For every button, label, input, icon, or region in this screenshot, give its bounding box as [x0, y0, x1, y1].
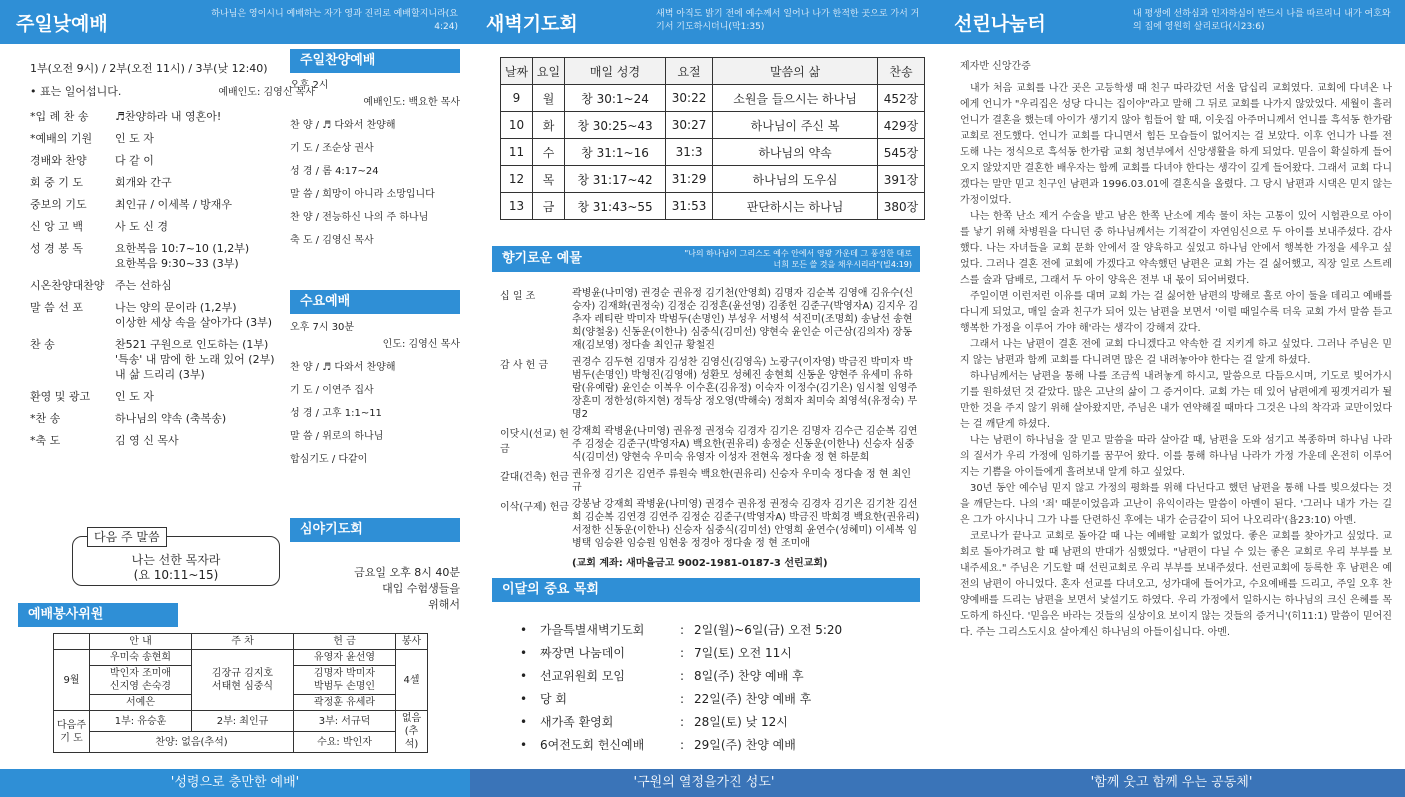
schedule-cell: 391장: [877, 166, 924, 193]
essay-paragraph: 30년 동안 예수님 믿지 않고 가정의 평화를 위해 다닌다고 했던 남편을 통해 나를 빚으셨다는 것을 깨닫는다. 나의 '죄' 때문이었음과 고난이 유익이라는 말씀이 아멘이 된다. '그러나 내가 가는 길은 그가 아시나니 그가 나를 단련하신 후에는 내가 순금같이 되어 나오리라'(욥23:10) 아멘.: [960, 483, 1392, 526]
vol-header: 봉사: [396, 634, 428, 650]
event-name: 가을특별새벽기도회: [540, 623, 645, 637]
schedule-header: 요절: [666, 58, 713, 85]
offering-row: [500, 287, 920, 352]
event-date: 29일(주) 찬양 예배: [694, 738, 796, 752]
order-label: *예배의 기원: [30, 132, 93, 145]
offering-row: [500, 498, 920, 550]
schedule-cell: 31:53: [666, 193, 713, 220]
sharing-column: [938, 0, 1405, 797]
offering-row: [500, 425, 920, 464]
order-label: 말 씀 선 포: [30, 301, 83, 314]
vol-month: 9월: [54, 650, 90, 711]
schedule-cell: 금: [533, 193, 565, 220]
offering-names: 곽병윤(나미영) 권경순 권유정 김기천(안영희) 김명자 김순복 김영애 김유수(신승자) 김재화(권정숙) 김정순 김정흔(윤선영) 김종헌 김준구(박영자A) 김지우 김추자 레티란 박미자 박범두(손명인) 부성우 서병석 석진미(조명희) 송남선 송현희(양철웅) 신동운(이한나) 심중식(김미선) 양현숙 윤인순 이근삼(김의자) 장동재(김보영) 정다솔 최인규 황철진: [572, 288, 919, 351]
offering-label: 십 일 조: [500, 291, 536, 302]
offering-names: 권경수 김두현 김명자 김성찬 김영신(김영옥) 노광구(이자영) 박금진 박미자 박범두(손명인) 박형진(김영애) 성환모 성혜진 송현희 신동운 양현주 유세미 유하람(유예람) 윤인순 이복우 이수흔(김유정) 이숙자 이정수(김기은) 임시철 임영주 장흔미 정한성(하지현) 정득상 정오영(박해숙) 정희자 최미숙 최영석(유정숙) 무명2: [572, 357, 918, 420]
order-row: [30, 300, 285, 330]
event-name: 당 회: [540, 692, 567, 706]
order-row: [30, 175, 285, 190]
offering-label: 갈대(건축) 헌금: [500, 472, 569, 483]
volunteers-table: [53, 633, 428, 753]
sunday-worship-header: [0, 0, 470, 44]
vol-header: 안 내: [90, 634, 192, 650]
next-week-sermon: [72, 530, 280, 586]
wednesday-worship-details: [290, 321, 460, 476]
schedule-cell: 창 31:17~42: [565, 166, 666, 193]
order-value: 하나님의 약속 (축복송): [115, 412, 227, 425]
dawn-prayer-column: [470, 0, 938, 797]
schedule-cell: 12: [501, 166, 533, 193]
praise-item: 축 도 / 김영신 목사: [290, 235, 374, 246]
schedule-cell: 창 30:25~43: [565, 112, 666, 139]
vol-next-service: 없음 (추석): [396, 711, 428, 753]
event-date: 22일(주) 찬양 예배 후: [694, 692, 812, 706]
praise-presider: 예배인도: 백요한 목사: [363, 97, 460, 108]
offering-row: [500, 468, 920, 494]
schedule-row: [501, 112, 925, 139]
vol-next-prayer: 1부: 유승훈: [90, 711, 192, 732]
vol-parking: 김장규 김지호 서태현 심중식: [192, 650, 294, 711]
stand-note: • 표는 일어섭니다.: [30, 85, 122, 98]
night-prayer-line: 대입 수험생들을: [382, 582, 460, 595]
offering-names: 권유정 김기은 김연주 류원숙 백요한(권유리) 신승자 우미숙 정다솔 정 현 최인규: [572, 469, 912, 493]
schedule-cell: 13: [501, 193, 533, 220]
order-value: 최인규 / 이세복 / 방재우: [115, 198, 233, 211]
vol-offering: 곽정훈 유세라: [294, 695, 396, 711]
dawn-prayer-schedule: [500, 57, 925, 220]
schedule-cell: 하나님의 약속: [713, 139, 878, 166]
schedule-cell: 30:22: [666, 85, 713, 112]
worship-times: 1부(오전 9시) / 2부(오전 11시) / 3부(낮 12:40): [30, 62, 268, 75]
wednesday-item: 말 씀 / 위로의 하나님: [290, 431, 384, 442]
schedule-cell: 452장: [877, 85, 924, 112]
order-value: 인 도 자: [115, 390, 154, 403]
event-row: [520, 622, 910, 638]
order-row: [30, 197, 285, 212]
schedule-cell: 10: [501, 112, 533, 139]
order-value: 나는 양의 문이라 (1,2부) 이상한 세상 속을 살아가다 (3부): [115, 301, 273, 329]
next-week-text: 나는 선한 목자라 (요 10:11~15): [131, 553, 221, 582]
wednesday-item: 찬 양 / ♬ 다와서 찬양해: [290, 362, 396, 373]
essay-paragraph: 나는 남편이 하나님을 잘 믿고 말씀을 따라 살아갈 때, 남편을 도와 섬기고 복종하며 하나님 나라의 질서가 우리 가정에 임하기를 꿈꾸어 왔다. 이를 통해 하나님 나라가 가정 가운데 온전히 이루어지는 기쁨을 아이들에게 흘려보내 알게 하고 싶었다.: [960, 435, 1392, 478]
vol-header: 헌 금: [294, 634, 396, 650]
order-label: *축 도: [30, 434, 61, 447]
event-colon: :: [680, 646, 685, 660]
event-colon: :: [680, 669, 685, 683]
praise-worship-heading: 주일찬양예배: [290, 49, 460, 73]
schedule-cell: 11: [501, 139, 533, 166]
order-value: 회개와 간구: [115, 176, 172, 189]
sunday-worship-column: [0, 0, 470, 797]
schedule-cell: 월: [533, 85, 565, 112]
schedule-cell: 소원을 들으시는 하나님: [713, 85, 878, 112]
essay-paragraph: 주일이면 이런저런 이유를 대며 교회 가는 걸 싫어한 남편의 방해로 홀로 아이 둘을 데리고 예배를 다니게 되었고, 매일 술과 친구가 되어 있는 남편을 보면서 '이럴 때일수록 더욱 교회 가서 말씀 듣고 행복한 가정을 이루어 가야 해'라는 생각이 강해져 갔다.: [960, 291, 1392, 334]
offerings-heading: [492, 246, 920, 272]
order-row: [30, 433, 285, 448]
order-value: 인 도 자: [115, 132, 154, 145]
worship-presider: 예배인도: 김영신 목사: [218, 87, 315, 98]
vol-next-prayer: 2부: 최인규: [192, 711, 294, 732]
event-colon: :: [680, 692, 685, 706]
order-label: 찬 송: [30, 338, 55, 351]
order-row: [30, 278, 285, 293]
order-label: 성 경 봉 독: [30, 242, 83, 255]
event-row: [520, 691, 910, 707]
schedule-header: 날짜: [501, 58, 533, 85]
vol-service: 4셀: [396, 650, 428, 711]
schedule-cell: 판단하시는 하나님: [713, 193, 878, 220]
schedule-cell: 9: [501, 85, 533, 112]
order-label: 환영 및 광고: [30, 390, 91, 403]
offering-names: 강봉남 강재희 곽병윤(나미영) 권경수 권유정 권정숙 김경자 김기은 김기찬 김선희 김순복 김연경 김연주 김정순 김준구(박영자A) 박금진 박희경 백요한(권유리) 서정한 신동운(이한나) 신승자 심중식(김미선) 안영희 윤연수(성혜미) 이세복 임병택 임승완 임승원 임현웅 정경아 정다솔 정 현 조미애: [572, 499, 920, 549]
event-date: 2일(월)~6일(금) 오전 5:20: [694, 623, 843, 637]
schedule-cell: 31:3: [666, 139, 713, 166]
schedule-cell: 창 31:1~16: [565, 139, 666, 166]
order-label: *입 례 찬 송: [30, 110, 89, 123]
event-name: 6여전도회 헌신예배: [540, 738, 645, 752]
bullet-icon: •: [520, 715, 528, 729]
offerings-verse: "나의 하나님이 그리스도 예수 안에서 영광 가운데 그 풍성한 대로 너희 모든 쓸 것을 채우시리라"(빌4:19): [684, 249, 912, 269]
offerings-list: [500, 287, 920, 569]
event-colon: :: [680, 738, 685, 752]
offering-label: 감 사 헌 금: [500, 360, 549, 371]
order-row: [30, 219, 285, 234]
schedule-cell: 수: [533, 139, 565, 166]
essay-paragraph: 내가 처음 교회를 나간 곳은 고등학생 때 친구 따라갔던 서울 답십리 교회였다. 교회에 다녀온 나에게 언니가 "우리집은 성당 다니는 집이야"라고 말해 그 뒤로 교회를 나가지 않았었다. 세월이 흘러 언니가 결혼을 했는데 아이가 생기지 않아 힘들어 할 때, 이웃집 아주머니께서 언니를 흑석동 한가람 교회로 전도했다. 언니가 교회를 다니면서 힘든 모습들이 없어지는 걸 보았다. 이후 언니가 나를 전도해 나는 정식으로 흑석동 한가람 교회 청년부에서 신앙생활을 하게 되었다. 믿음이 확실하게 들어오지 않았지만 결혼한 배우자는 함께 교회를 다녀야 한다는 생각이 깊게 들어왔다. 그래서 교회 다니겠다는 말만 믿고 친구인 남편과 1996.03.01에 결혼식을 올렸다. 그 당시 남편과 시댁은 믿지 않는 가정이었다.: [960, 83, 1392, 206]
schedule-cell: 화: [533, 112, 565, 139]
event-row: [520, 714, 910, 730]
event-colon: :: [680, 623, 685, 637]
schedule-cell: 380장: [877, 193, 924, 220]
wednesday-presider: 인도: 김영신 목사: [382, 339, 460, 350]
schedule-header: 찬송: [877, 58, 924, 85]
essay-paragraph: 하나님께서는 남편을 통해 나를 조금씩 내려놓게 하시고, 말씀으로 다듬으시며, 기도로 빚어가시기를 원하셨던 것 같았다. 많은 고난의 삶이 그 증거이다. 교회 가는 데 있어 남편에게 핑곗거리가 될 만한 것을 주지 않기 위해 살아왔지만, 주님은 내가 연약해질 때마다 그것은 나의 착각과 교만이었다는 걸 깨닫게 하셨다.: [960, 371, 1392, 430]
essay-paragraph: 나는 한쪽 난소 제거 수술을 받고 남은 한쪽 난소에 계속 물이 차는 고통이 있어 시험관으로 아이를 낳기 위해 차병원을 다니던 중 하나님께서는 기적같이 자연임신으로 두 아이를 보내주셨다. 감사했다. 나는 자녀들을 교회 문화 안에서 잘 양육하고 싶었고 하나님 안에서 행복한 가정을 세우고 싶었다. 그러나 결혼 전에 교회에 가겠다고 약속했던 남편은 교회 가는 걸 싫어했고, 직장 일로 스트레스를 술과 담배로, 그래서 두 아이 양육은 전부 내 몫이 되어버렸다.: [960, 211, 1392, 286]
sunday-worship-verse: 하나님은 영이시니 예배하는 자가 영과 진리로 예배할지니라(요4:24): [211, 9, 458, 32]
essay-paragraph: 코로나가 끝나고 교회로 돌아갈 때 나는 예배할 교회가 없었다. 좋은 교회를 찾아가고 싶었다. 교회로 돌아가려고 할 때 남편의 반대가 심했었다. "남편이 다닐 수 있는 좋은 교회로 우리 부부를 보내주세요." 주님은 기도할 때 선린교회로 우리 부부를 보내주셨다. 선린교회에 등록한 후 남편은 예전의 남편이 아니었다. 혼자 선교를 다녀오고, 성가대에 들어가고, 수요예배를 드리고, 주일 오후 찬양예배를 드리는 남편을 보면서 낯설기도 하였다. 우리 가정에서 일하시는 하나님의 크신 은혜를 목도하게 하신다. '믿음은 바라는 것들의 실상이요 보이지 않는 것들의 증거니'(히11:1) 말씀이 믿어진다. 주는 그리스도시요 살아계신 하나님의 아들이십니다. 아멘.: [960, 531, 1392, 638]
praise-item: 찬 양 / 전능하신 나의 주 하나님: [290, 212, 429, 223]
wednesday-worship-heading: 수요예배: [290, 290, 460, 314]
col3-footer: '함께 웃고 함께 우는 공동체': [938, 769, 1405, 797]
schedule-cell: 30:27: [666, 112, 713, 139]
order-label: 중보의 기도: [30, 198, 87, 211]
order-label: 신 앙 고 백: [30, 220, 83, 233]
event-date: 8일(주) 찬양 예배 후: [694, 669, 804, 683]
offerings-title: 향기로운 예물: [502, 251, 582, 266]
schedule-header: 요일: [533, 58, 565, 85]
praise-item: 기 도 / 조순상 권사: [290, 143, 374, 154]
wednesday-item: 기 도 / 이연주 집사: [290, 385, 374, 396]
schedule-header: 매일 성경: [565, 58, 666, 85]
schedule-cell: 창 31:43~55: [565, 193, 666, 220]
event-colon: :: [680, 715, 685, 729]
order-label: 시온찬양대찬양: [30, 279, 105, 292]
schedule-cell: 하나님의 도우심: [713, 166, 878, 193]
sharing-title: 선린나눔터: [954, 13, 1046, 35]
order-row: [30, 241, 285, 271]
dawn-prayer-header: [470, 0, 938, 44]
offering-row: [500, 356, 920, 421]
event-name: 짜장면 나눔데이: [540, 646, 625, 660]
dawn-prayer-title: 새벽기도회: [486, 13, 578, 35]
bullet-icon: •: [520, 646, 528, 660]
schedule-header: 말씀의 삶: [713, 58, 878, 85]
order-row: [30, 131, 285, 146]
order-row: [30, 411, 285, 426]
praise-item: 성 경 / 롬 4:17~24: [290, 166, 379, 177]
praise-item: 찬 양 / ♬ 다와서 찬양해: [290, 120, 396, 131]
vol-next-prayer: 3부: 서규덕: [294, 711, 396, 732]
vol-next-wed: 수요: 박인자: [294, 732, 396, 753]
event-name: 선교위원회 모임: [540, 669, 625, 683]
order-label: 경배와 찬양: [30, 154, 87, 167]
order-row: [30, 109, 285, 124]
night-prayer-line: 금요일 오후 8시 40분: [354, 566, 460, 579]
night-prayer-line: 위해서: [428, 598, 460, 611]
order-value: ♬찬양하라 내 영혼아!: [115, 110, 222, 123]
vol-offering: 유영자 윤선영: [294, 650, 396, 666]
order-value: 사 도 신 경: [115, 220, 168, 233]
vol-next-praise: 찬양: 없음(추석): [90, 732, 294, 753]
col2-footer: '구원의 열정을가진 성도': [470, 769, 938, 797]
bullet-icon: •: [520, 669, 528, 683]
schedule-cell: 목: [533, 166, 565, 193]
schedule-cell: 31:29: [666, 166, 713, 193]
schedule-row: [501, 166, 925, 193]
praise-time: 오후 2시: [290, 80, 329, 91]
dawn-prayer-verse: 새벽 아직도 밝기 전에 예수께서 일어나 나가 한적한 곳으로 가서 거기서 기도하시더니(막1:35): [656, 9, 920, 32]
order-label: 회 중 기 도: [30, 176, 83, 189]
night-prayer-details: [290, 565, 460, 613]
praise-worship-details: [290, 79, 460, 257]
offering-names: 강재희 곽병윤(나미영) 권유정 권정숙 김경자 김기은 김명자 김수근 김순복 김연주 김정순 김준구(박영자A) 백요한(권유리) 송정순 신동운(이한나) 신승자 심중식(김미선) 양현숙 우미숙 유영자 이성자 전현옥 정다솔 정 현 하문희: [572, 426, 918, 463]
order-label: *찬 송: [30, 412, 61, 425]
vol-next-label: 다음주 기 도: [54, 711, 90, 753]
offering-label: 이삭(구제) 헌금: [500, 502, 569, 513]
sunday-worship-title: 주일낮예배: [16, 13, 108, 35]
volunteers-heading: 예배봉사위원: [18, 603, 178, 627]
schedule-cell: 429장: [877, 112, 924, 139]
essay-paragraph: 그래서 나는 남편이 결혼 전에 교회 다니겠다고 약속한 걸 지키게 하고 싶었다. 그러나 주님은 믿지 않는 남편과 함께 교회를 다니려면 많은 걸 내려놓아야 한다는 걸 알게 하셨다.: [960, 339, 1392, 366]
schedule-row: [501, 193, 925, 220]
offering-label: 이닷시(선교) 헌금: [500, 429, 569, 455]
schedule-row: [501, 85, 925, 112]
order-value: 찬521 구원으로 인도하는 (1부) '특송' 내 맘에 한 노래 있어 (2부) 내 삶 드리리 (3부): [115, 338, 275, 381]
order-value: 김 영 신 목사: [115, 434, 179, 447]
bullet-icon: •: [520, 692, 528, 706]
vol-offering: 김명자 박미자 박범두 손명인: [294, 666, 396, 695]
event-row: [520, 668, 910, 684]
bullet-icon: •: [520, 738, 528, 752]
next-week-title: 다음 주 말씀: [87, 527, 167, 547]
vol-header: 주 차: [192, 634, 294, 650]
vol-guide: 우미숙 송현희: [90, 650, 192, 666]
event-date: 28일(토) 낮 12시: [694, 715, 788, 729]
order-value: 주는 선하심: [115, 279, 172, 292]
bullet-icon: •: [520, 623, 528, 637]
wednesday-item: 성 경 / 고후 1:1~11: [290, 408, 382, 419]
order-value: 다 같 이: [115, 154, 154, 167]
order-row: [30, 337, 285, 382]
event-name: 새가족 환영회: [540, 715, 614, 729]
vol-guide: 박인자 조미애 신지영 손숙경: [90, 666, 192, 695]
order-row: [30, 153, 285, 168]
schedule-row: [501, 139, 925, 166]
event-row: [520, 645, 910, 661]
events-heading: 이달의 중요 목회: [492, 578, 920, 602]
col1-footer: '성령으로 충만한 예배': [0, 769, 470, 797]
wednesday-item: 합심기도 / 다같이: [290, 454, 368, 465]
schedule-cell: 하나님이 주신 복: [713, 112, 878, 139]
sharing-verse: 내 평생에 선하심과 인자하심이 반드시 나를 따르리니 내가 여호와의 집에 영원히 살리로다(시23:6): [1133, 9, 1391, 32]
essay-byline: 제자반 신앙간증: [960, 61, 1031, 72]
event-row: [520, 737, 910, 753]
schedule-cell: 545장: [877, 139, 924, 166]
event-date: 7일(토) 오전 11시: [694, 646, 792, 660]
testimony-essay: [960, 59, 1392, 641]
sharing-header: [938, 0, 1405, 44]
order-row: [30, 389, 285, 404]
night-prayer-heading: 심야기도회: [290, 518, 460, 542]
praise-item: 말 씀 / 희망이 아니라 소망입니다: [290, 189, 435, 200]
order-value: 요한복음 10:7~10 (1,2부) 요한복음 9:30~33 (3부): [115, 242, 250, 270]
account-info: (교회 계좌: 새마을금고 9002-1981-0187-3 선린교회): [572, 558, 828, 569]
wednesday-time: 오후 7시 30분: [290, 322, 355, 333]
events-list: [520, 622, 910, 760]
vol-guide: 서예은: [90, 695, 192, 711]
schedule-cell: 창 30:1~24: [565, 85, 666, 112]
